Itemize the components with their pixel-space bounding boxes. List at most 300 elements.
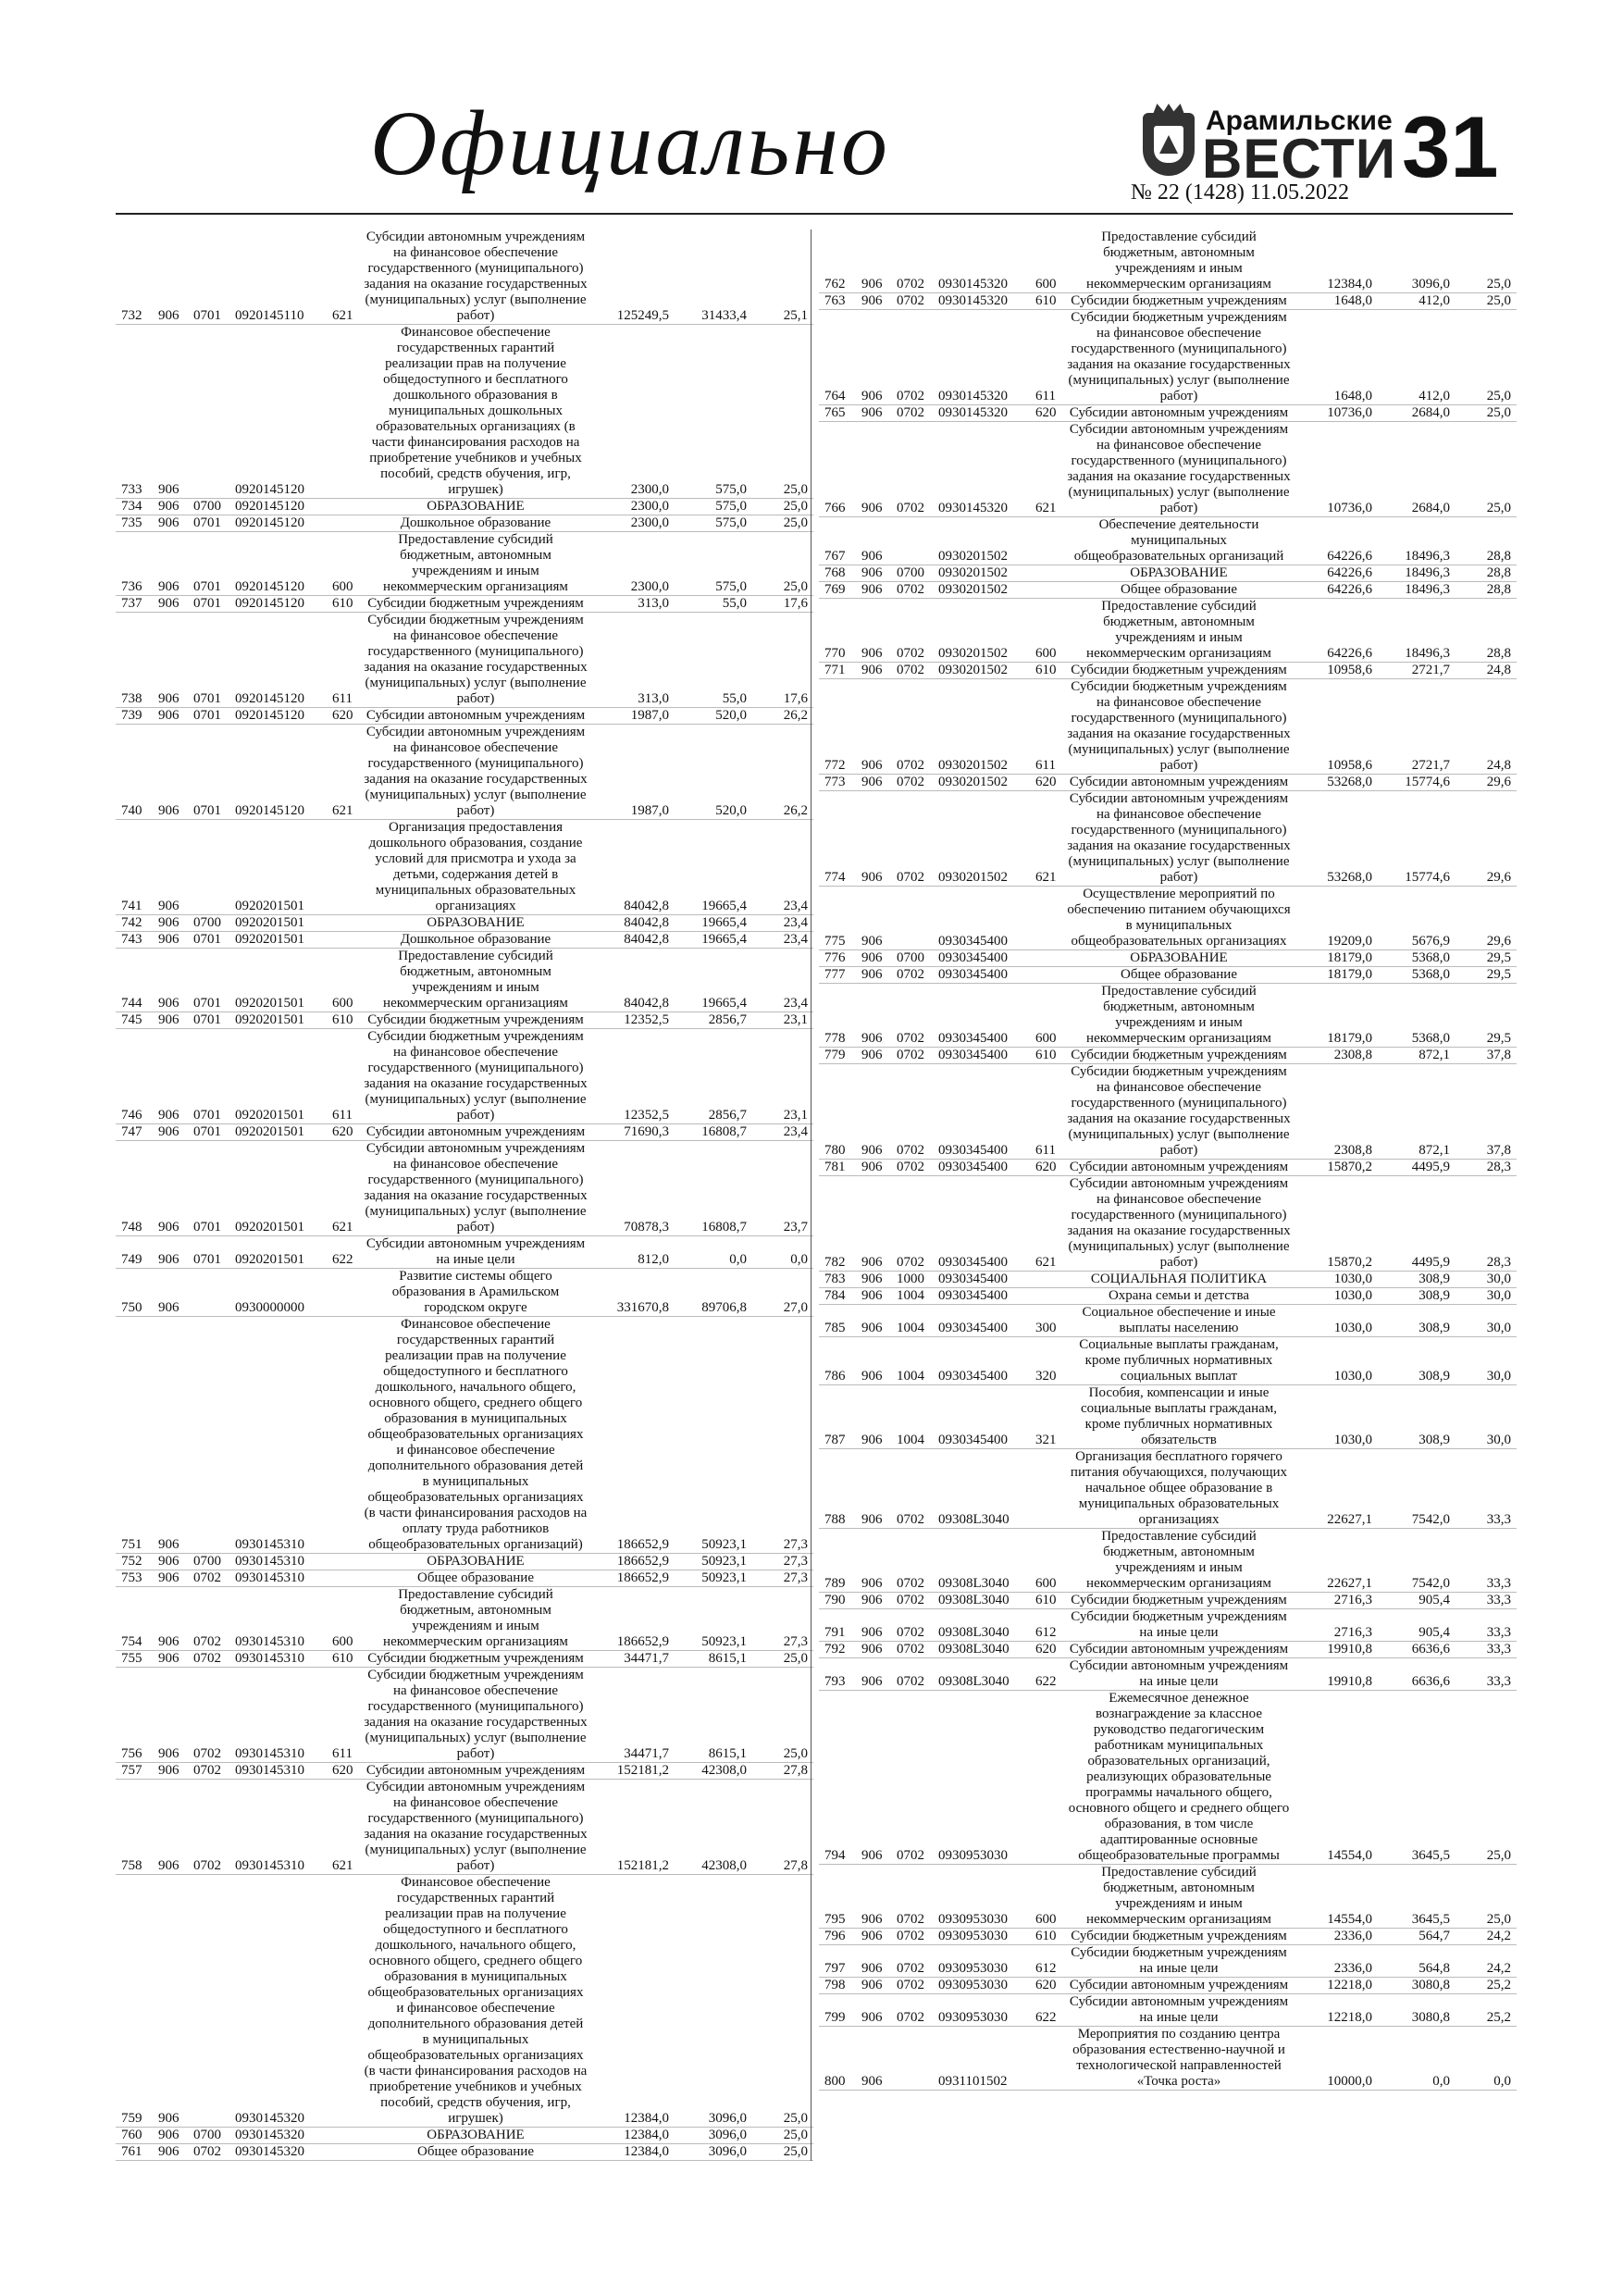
target-code: 0930953030 — [938, 1929, 1035, 1945]
actual-value: 3645,5 — [1372, 1691, 1450, 1865]
table-row — [116, 1012, 813, 1029]
percent-value: 25,0 — [747, 2128, 813, 2144]
actual-value: 308,9 — [1372, 1385, 1450, 1449]
table-row — [116, 949, 813, 1012]
dept-code: 906 — [861, 422, 897, 517]
table-row — [819, 1929, 1517, 1945]
row-number: 784 — [819, 1288, 861, 1305]
row-description: Осуществление мероприятий по обеспечению питанием обучающихся в муниципальных общеобразовательных организациях — [1067, 887, 1291, 949]
target-code: 0930145320 — [938, 422, 1035, 517]
row-description: Субсидии бюджетным учреждениям — [1067, 1929, 1291, 1945]
row-number: 762 — [819, 230, 861, 293]
expense-type — [1035, 967, 1067, 984]
actual-value: 5368,0 — [1372, 984, 1450, 1048]
row-description: ОБРАЗОВАНИЕ — [364, 915, 588, 932]
plan-value: 1648,0 — [1291, 293, 1372, 310]
section-code: 0701 — [193, 1029, 235, 1124]
row-number: 740 — [116, 725, 158, 820]
expense-type — [1035, 517, 1067, 565]
actual-value: 16808,7 — [669, 1141, 747, 1236]
percent-value: 33,3 — [1450, 1642, 1517, 1658]
row-description: Субсидии автономным учреждениям — [364, 1763, 588, 1780]
section-code: 0702 — [897, 599, 938, 663]
target-code: 0930145310 — [235, 1763, 332, 1780]
dept-code: 906 — [158, 1780, 193, 1875]
table-row — [116, 1763, 813, 1780]
row-description: ОБРАЗОВАНИЕ — [364, 499, 588, 515]
expense-type: 321 — [1035, 1385, 1067, 1449]
row-number: 739 — [116, 708, 158, 725]
percent-value: 27,3 — [747, 1587, 813, 1651]
percent-value: 23,4 — [747, 915, 813, 932]
row-number: 735 — [116, 515, 158, 532]
dept-code: 906 — [861, 1609, 897, 1642]
section-code: 0701 — [193, 1141, 235, 1236]
target-code: 0930345400 — [938, 1176, 1035, 1272]
actual-value: 4495,9 — [1372, 1160, 1450, 1176]
section-code: 0702 — [193, 1570, 235, 1587]
dept-code: 906 — [861, 887, 897, 950]
row-number: 765 — [819, 405, 861, 422]
percent-value: 33,3 — [1450, 1593, 1517, 1609]
percent-value: 30,0 — [1450, 1385, 1517, 1449]
table-row — [116, 2128, 813, 2144]
row-description: Предоставление субсидий бюджетным, автономным учреждениям и иным некоммерческим организациям — [364, 532, 588, 596]
plan-value: 34471,7 — [588, 1668, 669, 1763]
percent-value: 25,0 — [747, 532, 813, 596]
dept-code: 906 — [861, 1593, 897, 1609]
section-code: 0701 — [193, 515, 235, 532]
percent-value: 25,1 — [747, 230, 813, 325]
percent-value: 25,0 — [747, 515, 813, 532]
row-description: Обеспечение деятельности муниципальных общеобразовательных организаций — [1067, 517, 1291, 565]
dept-code: 906 — [861, 1176, 897, 1272]
row-number: 769 — [819, 582, 861, 599]
row-number: 781 — [819, 1160, 861, 1176]
row-number: 777 — [819, 967, 861, 984]
target-code: 0930145320 — [938, 293, 1035, 310]
actual-value: 2721,7 — [1372, 679, 1450, 775]
plan-value: 1030,0 — [1291, 1288, 1372, 1305]
row-description: Организация предоставления дошкольного образования, создание условий для присмотра и ухода за детьми, содержания детей в муниципальных образовательных организациях — [364, 820, 588, 915]
row-number: 799 — [819, 1994, 861, 2027]
percent-value: 25,0 — [747, 499, 813, 515]
target-code: 0920201501 — [235, 915, 332, 932]
plan-value: 12384,0 — [588, 2128, 669, 2144]
percent-value: 25,2 — [1450, 1994, 1517, 2027]
row-number: 768 — [819, 565, 861, 582]
table-row — [116, 1141, 813, 1236]
actual-value: 905,4 — [1372, 1593, 1450, 1609]
row-number: 770 — [819, 599, 861, 663]
section-code: 0702 — [897, 967, 938, 984]
expense-type — [332, 1269, 364, 1317]
percent-value: 0,0 — [1450, 2027, 1517, 2091]
section-code: 0702 — [193, 1763, 235, 1780]
dept-code: 906 — [861, 663, 897, 679]
actual-value: 18496,3 — [1372, 517, 1450, 565]
table-row — [819, 1609, 1517, 1642]
plan-value: 125249,5 — [588, 230, 669, 325]
section-code: 0702 — [897, 422, 938, 517]
section-code: 0702 — [897, 1609, 938, 1642]
expense-type — [332, 2144, 364, 2161]
row-description: Субсидии автономным учреждениям на финансовое обеспечение государственного (муниципального) задания на оказание государственных (муниципальных) услуг (выполнение работ) — [1067, 422, 1291, 515]
table-row — [819, 1529, 1517, 1593]
expense-type: 620 — [1035, 405, 1067, 422]
expense-type — [1035, 950, 1067, 967]
row-description: Субсидии автономным учреждениям на финансовое обеспечение государственного (муниципального) задания на оказание государственных (муниципальных) услуг (выполнение работ) — [1067, 791, 1291, 885]
actual-value: 42308,0 — [669, 1780, 747, 1875]
expense-type: 612 — [1035, 1609, 1067, 1642]
row-description: Субсидии бюджетным учреждениям — [364, 1012, 588, 1029]
section-code: 0702 — [897, 1994, 938, 2027]
table-row — [116, 1651, 813, 1668]
section-code: 0702 — [897, 405, 938, 422]
row-number: 796 — [819, 1929, 861, 1945]
row-description: Общее образование — [1067, 967, 1291, 984]
row-description: Предоставление субсидий бюджетным, автономным учреждениям и иным некоммерческим организациям — [1067, 1865, 1291, 1929]
page-number: 31 — [1402, 98, 1499, 195]
row-description: Предоставление субсидий бюджетным, автономным учреждениям и иным некоммерческим организациям — [1067, 230, 1291, 293]
target-code: 0920201501 — [235, 820, 332, 915]
actual-value: 0,0 — [1372, 2027, 1450, 2091]
table-row — [116, 1029, 813, 1124]
target-code: 0930145310 — [235, 1651, 332, 1668]
target-code: 0930000000 — [235, 1269, 332, 1317]
plan-value: 2336,0 — [1291, 1929, 1372, 1945]
percent-value: 33,3 — [1450, 1449, 1517, 1529]
row-number: 775 — [819, 887, 861, 950]
dept-code: 906 — [861, 1272, 897, 1288]
plan-value: 64226,6 — [1291, 599, 1372, 663]
plan-value: 2308,8 — [1291, 1064, 1372, 1160]
expense-type: 610 — [1035, 663, 1067, 679]
expense-type — [332, 2128, 364, 2144]
plan-value: 1030,0 — [1291, 1272, 1372, 1288]
percent-value: 37,8 — [1450, 1064, 1517, 1160]
plan-value: 1648,0 — [1291, 310, 1372, 405]
logo-main-text: ВЕСТИ — [1202, 128, 1396, 190]
target-code: 0930953030 — [938, 1865, 1035, 1929]
actual-value: 50923,1 — [669, 1554, 747, 1570]
expense-type: 621 — [332, 1780, 364, 1875]
dept-code: 906 — [861, 1945, 897, 1978]
percent-value: 29,5 — [1450, 984, 1517, 1048]
percent-value: 30,0 — [1450, 1305, 1517, 1337]
target-code: 0930145310 — [235, 1554, 332, 1570]
expense-type — [332, 515, 364, 532]
dept-code: 906 — [861, 599, 897, 663]
row-description: ОБРАЗОВАНИЕ — [364, 1554, 588, 1570]
dept-code: 906 — [158, 1651, 193, 1668]
row-number: 771 — [819, 663, 861, 679]
plan-value: 1030,0 — [1291, 1385, 1372, 1449]
table-row — [819, 1691, 1517, 1865]
expense-type: 621 — [1035, 791, 1067, 887]
percent-value: 24,8 — [1450, 663, 1517, 679]
budget-table-right — [819, 230, 1517, 2091]
row-description: Субсидии бюджетным учреждениям на иные цели — [1067, 1609, 1291, 1642]
section-code: 0702 — [897, 230, 938, 293]
section-code: 0701 — [193, 949, 235, 1012]
expense-type: 600 — [1035, 1865, 1067, 1929]
section-code: 0702 — [897, 310, 938, 405]
table-row — [819, 1642, 1517, 1658]
target-code: 0930145320 — [938, 230, 1035, 293]
row-number: 800 — [819, 2027, 861, 2091]
percent-value: 27,8 — [747, 1780, 813, 1875]
section-code: 0700 — [193, 1554, 235, 1570]
plan-value: 2300,0 — [588, 325, 669, 499]
percent-value: 25,0 — [1450, 1865, 1517, 1929]
target-code: 0930345400 — [938, 950, 1035, 967]
table-row — [116, 613, 813, 708]
row-number: 782 — [819, 1176, 861, 1272]
table-row — [819, 1064, 1517, 1160]
percent-value: 23,4 — [747, 932, 813, 949]
expense-type — [332, 1554, 364, 1570]
actual-value: 50923,1 — [669, 1570, 747, 1587]
percent-value: 33,3 — [1450, 1658, 1517, 1691]
row-number: 763 — [819, 293, 861, 310]
row-description: Субсидии автономным учреждениям — [1067, 1978, 1291, 1994]
section-code: 0701 — [193, 613, 235, 708]
dept-code: 906 — [861, 1865, 897, 1929]
table-row — [819, 1160, 1517, 1176]
actual-value: 18496,3 — [1372, 582, 1450, 599]
row-number: 751 — [116, 1317, 158, 1554]
percent-value: 33,3 — [1450, 1609, 1517, 1642]
section-code: 0701 — [193, 1124, 235, 1141]
table-row — [819, 775, 1517, 791]
percent-value: 29,6 — [1450, 887, 1517, 950]
expense-type: 622 — [332, 1236, 364, 1269]
dept-code: 906 — [861, 791, 897, 887]
target-code: 0930145310 — [235, 1587, 332, 1651]
target-code: 0930345400 — [938, 984, 1035, 1048]
row-description: Предоставление субсидий бюджетным, автономным учреждениям и иным некоммерческим организациям — [1067, 1529, 1291, 1593]
table-row — [819, 1978, 1517, 1994]
dept-code: 906 — [158, 820, 193, 915]
actual-value: 575,0 — [669, 499, 747, 515]
target-code: 0920201501 — [235, 1124, 332, 1141]
plan-value: 19209,0 — [1291, 887, 1372, 950]
dept-code: 906 — [861, 1449, 897, 1529]
target-code: 0920201501 — [235, 1141, 332, 1236]
section-code: 0701 — [193, 596, 235, 613]
actual-value: 520,0 — [669, 708, 747, 725]
actual-value: 2684,0 — [1372, 422, 1450, 517]
table-row — [819, 2027, 1517, 2091]
actual-value: 7542,0 — [1372, 1529, 1450, 1593]
dept-code: 906 — [861, 517, 897, 565]
section-code: 0702 — [897, 1658, 938, 1691]
dept-code: 906 — [158, 613, 193, 708]
actual-value: 7542,0 — [1372, 1449, 1450, 1529]
section-code: 0702 — [897, 1529, 938, 1593]
dept-code: 906 — [861, 1994, 897, 2027]
target-code: 0930201502 — [938, 582, 1035, 599]
row-description: Субсидии бюджетным учреждениям на финансовое обеспечение государственного (муниципального) задания на оказание государственных (муниципальных) услуг (выполнение работ) — [1067, 679, 1291, 773]
table-row — [116, 515, 813, 532]
expense-type: 620 — [332, 708, 364, 725]
actual-value: 16808,7 — [669, 1124, 747, 1141]
row-number: 797 — [819, 1945, 861, 1978]
plan-value: 64226,6 — [1291, 565, 1372, 582]
section-code: 0702 — [897, 1865, 938, 1929]
section-code: 0702 — [193, 1668, 235, 1763]
coat-of-arms-icon — [1143, 113, 1195, 176]
percent-value: 27,8 — [747, 1763, 813, 1780]
actual-value: 19665,4 — [669, 932, 747, 949]
plan-value: 14554,0 — [1291, 1691, 1372, 1865]
plan-value: 12384,0 — [588, 1875, 669, 2128]
plan-value: 18179,0 — [1291, 950, 1372, 967]
section-code: 1004 — [897, 1385, 938, 1449]
plan-value: 71690,3 — [588, 1124, 669, 1141]
plan-value: 84042,8 — [588, 915, 669, 932]
section-code: 0702 — [897, 1642, 938, 1658]
dept-code: 906 — [861, 775, 897, 791]
table-row — [116, 725, 813, 820]
target-code: 0930953030 — [938, 1978, 1035, 1994]
target-code: 0930345400 — [938, 1160, 1035, 1176]
actual-value: 308,9 — [1372, 1305, 1450, 1337]
dept-code: 906 — [158, 1029, 193, 1124]
actual-value: 6636,6 — [1372, 1642, 1450, 1658]
percent-value: 28,8 — [1450, 565, 1517, 582]
percent-value: 26,2 — [747, 725, 813, 820]
row-number: 790 — [819, 1593, 861, 1609]
plan-value: 152181,2 — [588, 1763, 669, 1780]
row-number: 746 — [116, 1029, 158, 1124]
actual-value: 3096,0 — [1372, 230, 1450, 293]
budget-table-left — [116, 230, 813, 2161]
expense-type — [1035, 1288, 1067, 1305]
row-description: Субсидии автономным учреждениям — [1067, 1160, 1291, 1176]
plan-value: 34471,7 — [588, 1651, 669, 1668]
expense-type: 610 — [1035, 1929, 1067, 1945]
row-description: Субсидии автономным учреждениям на финансовое обеспечение государственного (муниципального) задания на оказание государственных (муниципальных) услуг (выполнение работ) — [1067, 1176, 1291, 1270]
row-description: Субсидии бюджетным учреждениям на иные цели — [1067, 1945, 1291, 1978]
table-row — [819, 887, 1517, 950]
plan-value: 53268,0 — [1291, 791, 1372, 887]
dept-code: 906 — [861, 984, 897, 1048]
dept-code: 906 — [861, 1929, 897, 1945]
plan-value: 186652,9 — [588, 1587, 669, 1651]
row-number: 788 — [819, 1449, 861, 1529]
section-code: 0702 — [897, 1160, 938, 1176]
dept-code: 906 — [158, 515, 193, 532]
dept-code: 906 — [861, 2027, 897, 2091]
section-code — [193, 820, 235, 915]
plan-value: 70878,3 — [588, 1141, 669, 1236]
target-code: 0920145120 — [235, 532, 332, 596]
target-code: 0930201502 — [938, 775, 1035, 791]
row-description: Предоставление субсидий бюджетным, автономным учреждениям и иным некоммерческим организациям — [364, 1587, 588, 1651]
row-description: Финансовое обеспечение государственных гарантий реализации прав на получение общедоступного и бесплатного дошкольного образования в муниципальных дошкольных образовательных организациях (в части финансирования расходов на приобретение учебников и учебных пособий, средств обучения, игр, игрушек) — [364, 325, 588, 499]
header-rule — [116, 213, 1513, 215]
table-row — [116, 1269, 813, 1317]
plan-value: 84042,8 — [588, 932, 669, 949]
dept-code: 906 — [861, 1064, 897, 1160]
expense-type: 610 — [332, 1651, 364, 1668]
row-number: 767 — [819, 517, 861, 565]
plan-value: 22627,1 — [1291, 1449, 1372, 1529]
row-description: Субсидии бюджетным учреждениям на финансовое обеспечение государственного (муниципального) задания на оказание государственных (муниципальных) услуг (выполнение работ) — [364, 613, 588, 706]
row-number: 780 — [819, 1064, 861, 1160]
row-description: Общее образование — [364, 1570, 588, 1587]
plan-value: 15870,2 — [1291, 1176, 1372, 1272]
actual-value: 575,0 — [669, 515, 747, 532]
dept-code: 906 — [158, 532, 193, 596]
row-description: Субсидии автономным учреждениям на иные цели — [1067, 1658, 1291, 1691]
section-code: 0700 — [193, 2128, 235, 2144]
dept-code: 906 — [861, 967, 897, 984]
table-row — [116, 1875, 813, 2128]
actual-value: 308,9 — [1372, 1288, 1450, 1305]
expense-type: 300 — [1035, 1305, 1067, 1337]
plan-value: 12384,0 — [588, 2144, 669, 2161]
row-number: 766 — [819, 422, 861, 517]
section-code: 0702 — [897, 984, 938, 1048]
row-number: 752 — [116, 1554, 158, 1570]
section-code — [193, 1317, 235, 1554]
table-row — [116, 230, 813, 325]
row-number: 786 — [819, 1337, 861, 1385]
actual-value: 31433,4 — [669, 230, 747, 325]
percent-value: 29,6 — [1450, 775, 1517, 791]
percent-value: 25,0 — [1450, 293, 1517, 310]
expense-type: 600 — [332, 1587, 364, 1651]
target-code: 0930345400 — [938, 1385, 1035, 1449]
table-row — [116, 499, 813, 515]
dept-code: 906 — [158, 1875, 193, 2128]
percent-value: 25,0 — [747, 2144, 813, 2161]
table-row — [819, 1048, 1517, 1064]
dept-code: 906 — [861, 310, 897, 405]
section-code: 0702 — [897, 293, 938, 310]
dept-code: 906 — [861, 293, 897, 310]
table-row — [819, 565, 1517, 582]
row-number: 737 — [116, 596, 158, 613]
percent-value: 23,1 — [747, 1029, 813, 1124]
dept-code: 906 — [861, 1658, 897, 1691]
target-code: 09308L3040 — [938, 1658, 1035, 1691]
expense-type — [332, 499, 364, 515]
table-row — [819, 310, 1517, 405]
plan-value: 186652,9 — [588, 1317, 669, 1554]
dept-code: 906 — [158, 1587, 193, 1651]
row-description: Субсидии автономным учреждениям — [1067, 1642, 1291, 1658]
table-row — [819, 984, 1517, 1048]
expense-type — [1035, 565, 1067, 582]
actual-value: 15774,6 — [1372, 775, 1450, 791]
row-number: 792 — [819, 1642, 861, 1658]
row-number: 748 — [116, 1141, 158, 1236]
percent-value: 25,0 — [1450, 230, 1517, 293]
percent-value: 29,6 — [1450, 791, 1517, 887]
plan-value: 10958,6 — [1291, 663, 1372, 679]
row-number: 783 — [819, 1272, 861, 1288]
plan-value: 18179,0 — [1291, 984, 1372, 1048]
actual-value: 5368,0 — [1372, 950, 1450, 967]
target-code: 0930953030 — [938, 1691, 1035, 1865]
percent-value: 28,8 — [1450, 582, 1517, 599]
percent-value: 25,0 — [747, 1875, 813, 2128]
actual-value: 19665,4 — [669, 949, 747, 1012]
